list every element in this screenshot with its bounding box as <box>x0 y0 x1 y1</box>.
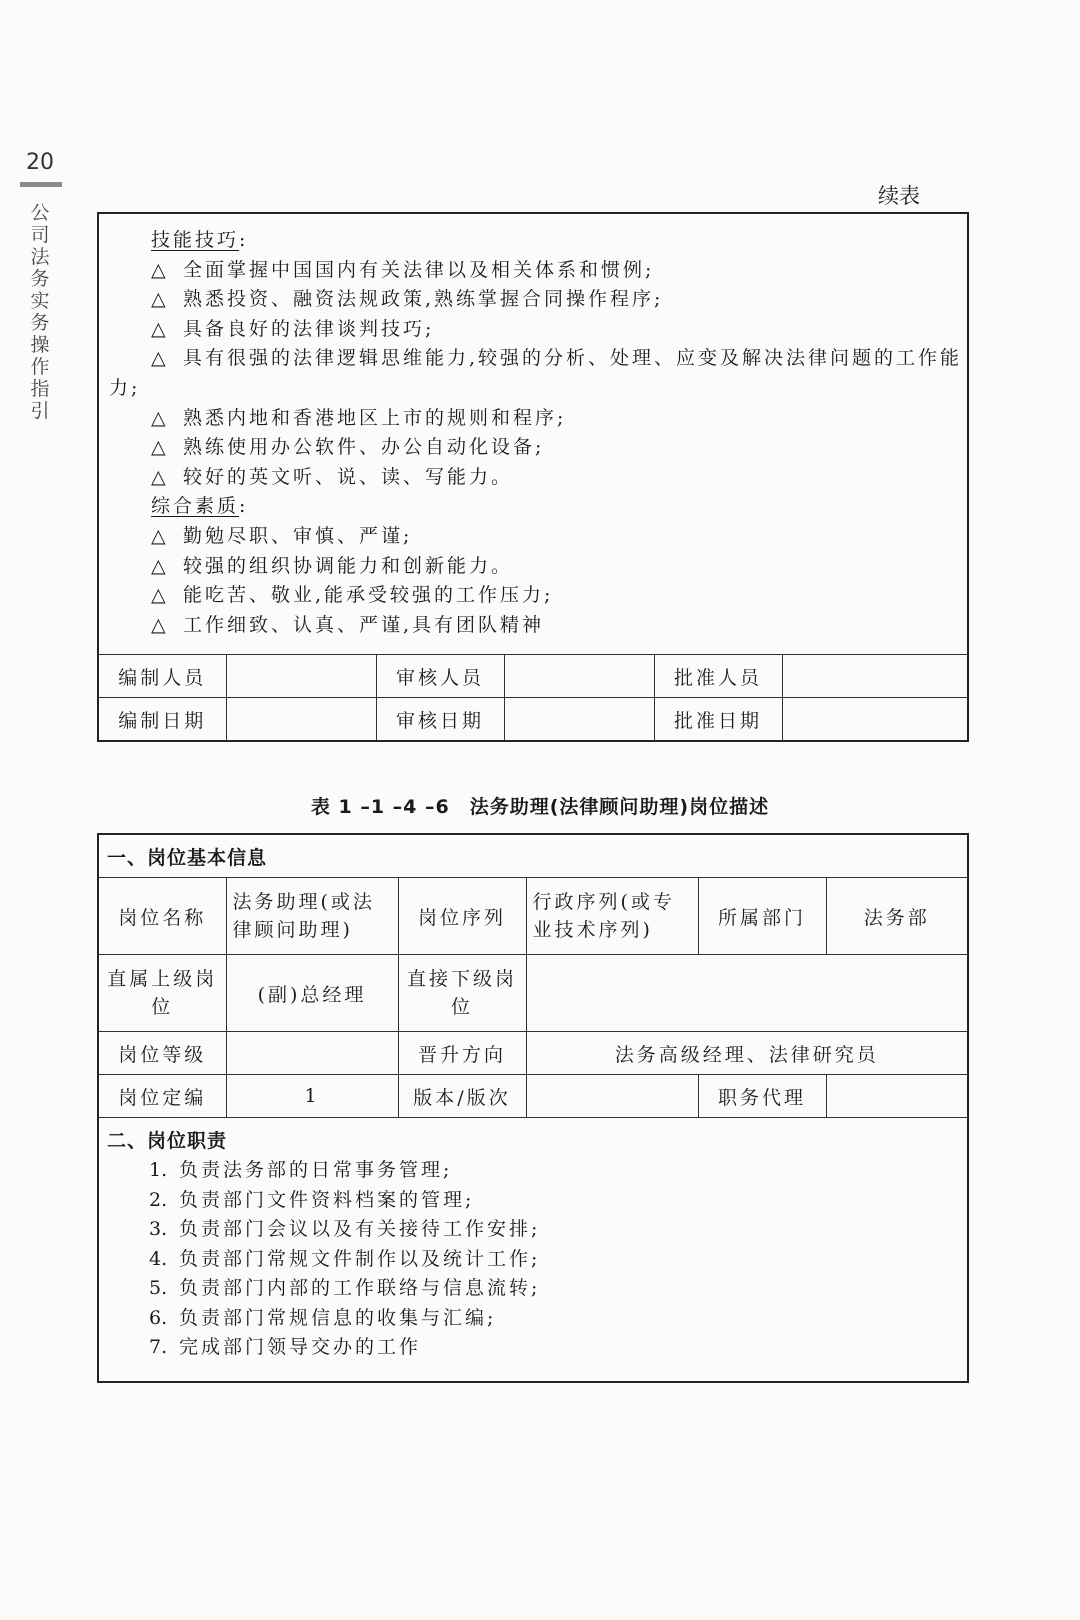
continued-table <box>97 212 969 742</box>
triangle-bullet: △ <box>151 584 169 607</box>
list-item: △ 工作细致、认真、严谨,具有团队精神 <box>109 611 957 641</box>
position-description-table <box>97 833 969 1383</box>
side-title-char: 法 <box>30 246 50 268</box>
table-caption: 表 1 –1 –4 –6 法务助理(法律顾问助理)岗位描述 <box>310 796 770 818</box>
triangle-bullet: △ <box>151 258 169 281</box>
table-cell <box>526 955 968 1032</box>
side-title-char: 务 <box>30 268 50 290</box>
triangle-bullet: △ <box>151 317 169 340</box>
list-item: 7. 完成部门领导交办的工作 <box>149 1336 422 1358</box>
table-cell: 职务代理 <box>698 1075 826 1118</box>
list-item: 2. 负责部门文件资料档案的管理; <box>149 1188 475 1211</box>
list-item: △ 具有很强的法律逻辑思维能力,较强的分析、处理、应变及解决法律问题的工作能 <box>109 344 957 374</box>
table-cell: 直属上级岗位 <box>98 955 226 1032</box>
list-item: 6. 负责部门常规信息的收集与汇编; <box>149 1306 497 1329</box>
table-cell <box>782 698 968 742</box>
side-title-char: 司 <box>30 224 50 246</box>
table-cell: 编制日期 <box>98 698 226 742</box>
section-heading-basic-info: 一、岗位基本信息 <box>98 834 968 878</box>
table-cell <box>826 1075 968 1118</box>
list-item: △ 熟悉内地和香港地区上市的规则和程序; <box>109 404 957 434</box>
triangle-bullet: △ <box>151 436 169 459</box>
list-item: 3. 负责部门会议以及有关接待工作安排; <box>149 1218 541 1240</box>
table-cell <box>226 698 376 742</box>
table-cell: (副)总经理 <box>226 955 398 1032</box>
list-item: 1. 负责法务部的日常事务管理; <box>149 1159 453 1181</box>
side-title-char: 实 <box>30 290 50 312</box>
side-title-char: 引 <box>30 400 50 422</box>
duties-cell <box>98 1118 968 1382</box>
table-cell: 编制人员 <box>98 655 226 698</box>
book-title-vertical <box>28 202 52 422</box>
list-item: 5. 负责部门内部的工作联络与信息流转; <box>149 1277 541 1299</box>
table-row <box>98 1075 968 1118</box>
table-cell: 法务部 <box>826 878 968 955</box>
table-row <box>98 698 968 742</box>
table-cell <box>526 1075 698 1118</box>
page-number: 20 <box>26 150 54 175</box>
triangle-bullet: △ <box>151 406 169 429</box>
side-title-char: 作 <box>30 356 50 378</box>
table-cell: 岗位等级 <box>98 1032 226 1075</box>
table-cell <box>226 655 376 698</box>
triangle-bullet: △ <box>151 554 169 577</box>
table-cell: 1 <box>226 1075 398 1118</box>
table-cell: 法务助理(或法律顾问助理) <box>226 878 398 955</box>
triangle-bullet: △ <box>151 465 169 488</box>
table-cell: 批准人员 <box>654 655 782 698</box>
table-cell <box>504 655 654 698</box>
section-heading-duties: 二、岗位职责 <box>107 1130 228 1152</box>
table-cell: 晋升方向 <box>398 1032 526 1075</box>
table-cell: 批准日期 <box>654 698 782 742</box>
table-cell <box>504 698 654 742</box>
continued-table-label: 续表 <box>878 184 920 208</box>
side-title-char: 指 <box>30 378 50 400</box>
list-item: △ 勤勉尽职、审慎、严谨; <box>109 522 957 552</box>
skills-heading: 技能技巧: <box>151 229 249 251</box>
table-cell: 岗位名称 <box>98 878 226 955</box>
side-title-char: 操 <box>30 334 50 356</box>
table-row <box>98 655 968 698</box>
table-cell: 法务高级经理、法律研究员 <box>526 1032 968 1075</box>
quality-heading: 综合素质: <box>151 495 249 518</box>
list-item: △ 能吃苦、敬业,能承受较强的工作压力; <box>109 581 957 611</box>
table-cell: 审核日期 <box>376 698 504 742</box>
side-title-char: 公 <box>30 202 50 224</box>
table-cell: 行政序列(或专业技术序列) <box>526 878 698 955</box>
triangle-bullet: △ <box>151 347 169 370</box>
table-row <box>98 955 968 1032</box>
triangle-bullet: △ <box>151 288 169 311</box>
table-cell: 所属部门 <box>698 878 826 955</box>
list-item: △ 熟悉投资、融资法规政策,熟练掌握合同操作程序; <box>109 285 957 315</box>
table-row <box>98 878 968 955</box>
table-cell: 岗位序列 <box>398 878 526 955</box>
table-row <box>98 1032 968 1075</box>
triangle-bullet: △ <box>151 524 169 547</box>
table-cell <box>226 1032 398 1075</box>
list-item: △ 具备良好的法律谈判技巧; <box>109 315 957 345</box>
skills-qualities-cell <box>98 213 968 655</box>
table-cell: 审核人员 <box>376 655 504 698</box>
table-cell: 岗位定编 <box>98 1075 226 1118</box>
table-cell: 直接下级岗位 <box>398 955 526 1032</box>
table-cell: 版本/版次 <box>398 1075 526 1118</box>
list-item-wrap: 力; <box>109 376 141 399</box>
triangle-bullet: △ <box>151 613 169 636</box>
table-cell <box>782 655 968 698</box>
side-divider <box>20 182 62 187</box>
list-item: △ 较好的英文听、说、读、写能力。 <box>109 463 957 493</box>
list-item: △ 全面掌握中国国内有关法律以及相关体系和惯例; <box>109 256 957 286</box>
side-title-char: 务 <box>30 312 50 334</box>
list-item: 4. 负责部门常规文件制作以及统计工作; <box>149 1247 541 1270</box>
list-item: △ 熟练使用办公软件、办公自动化设备; <box>109 433 957 463</box>
list-item: △ 较强的组织协调能力和创新能力。 <box>109 552 957 582</box>
